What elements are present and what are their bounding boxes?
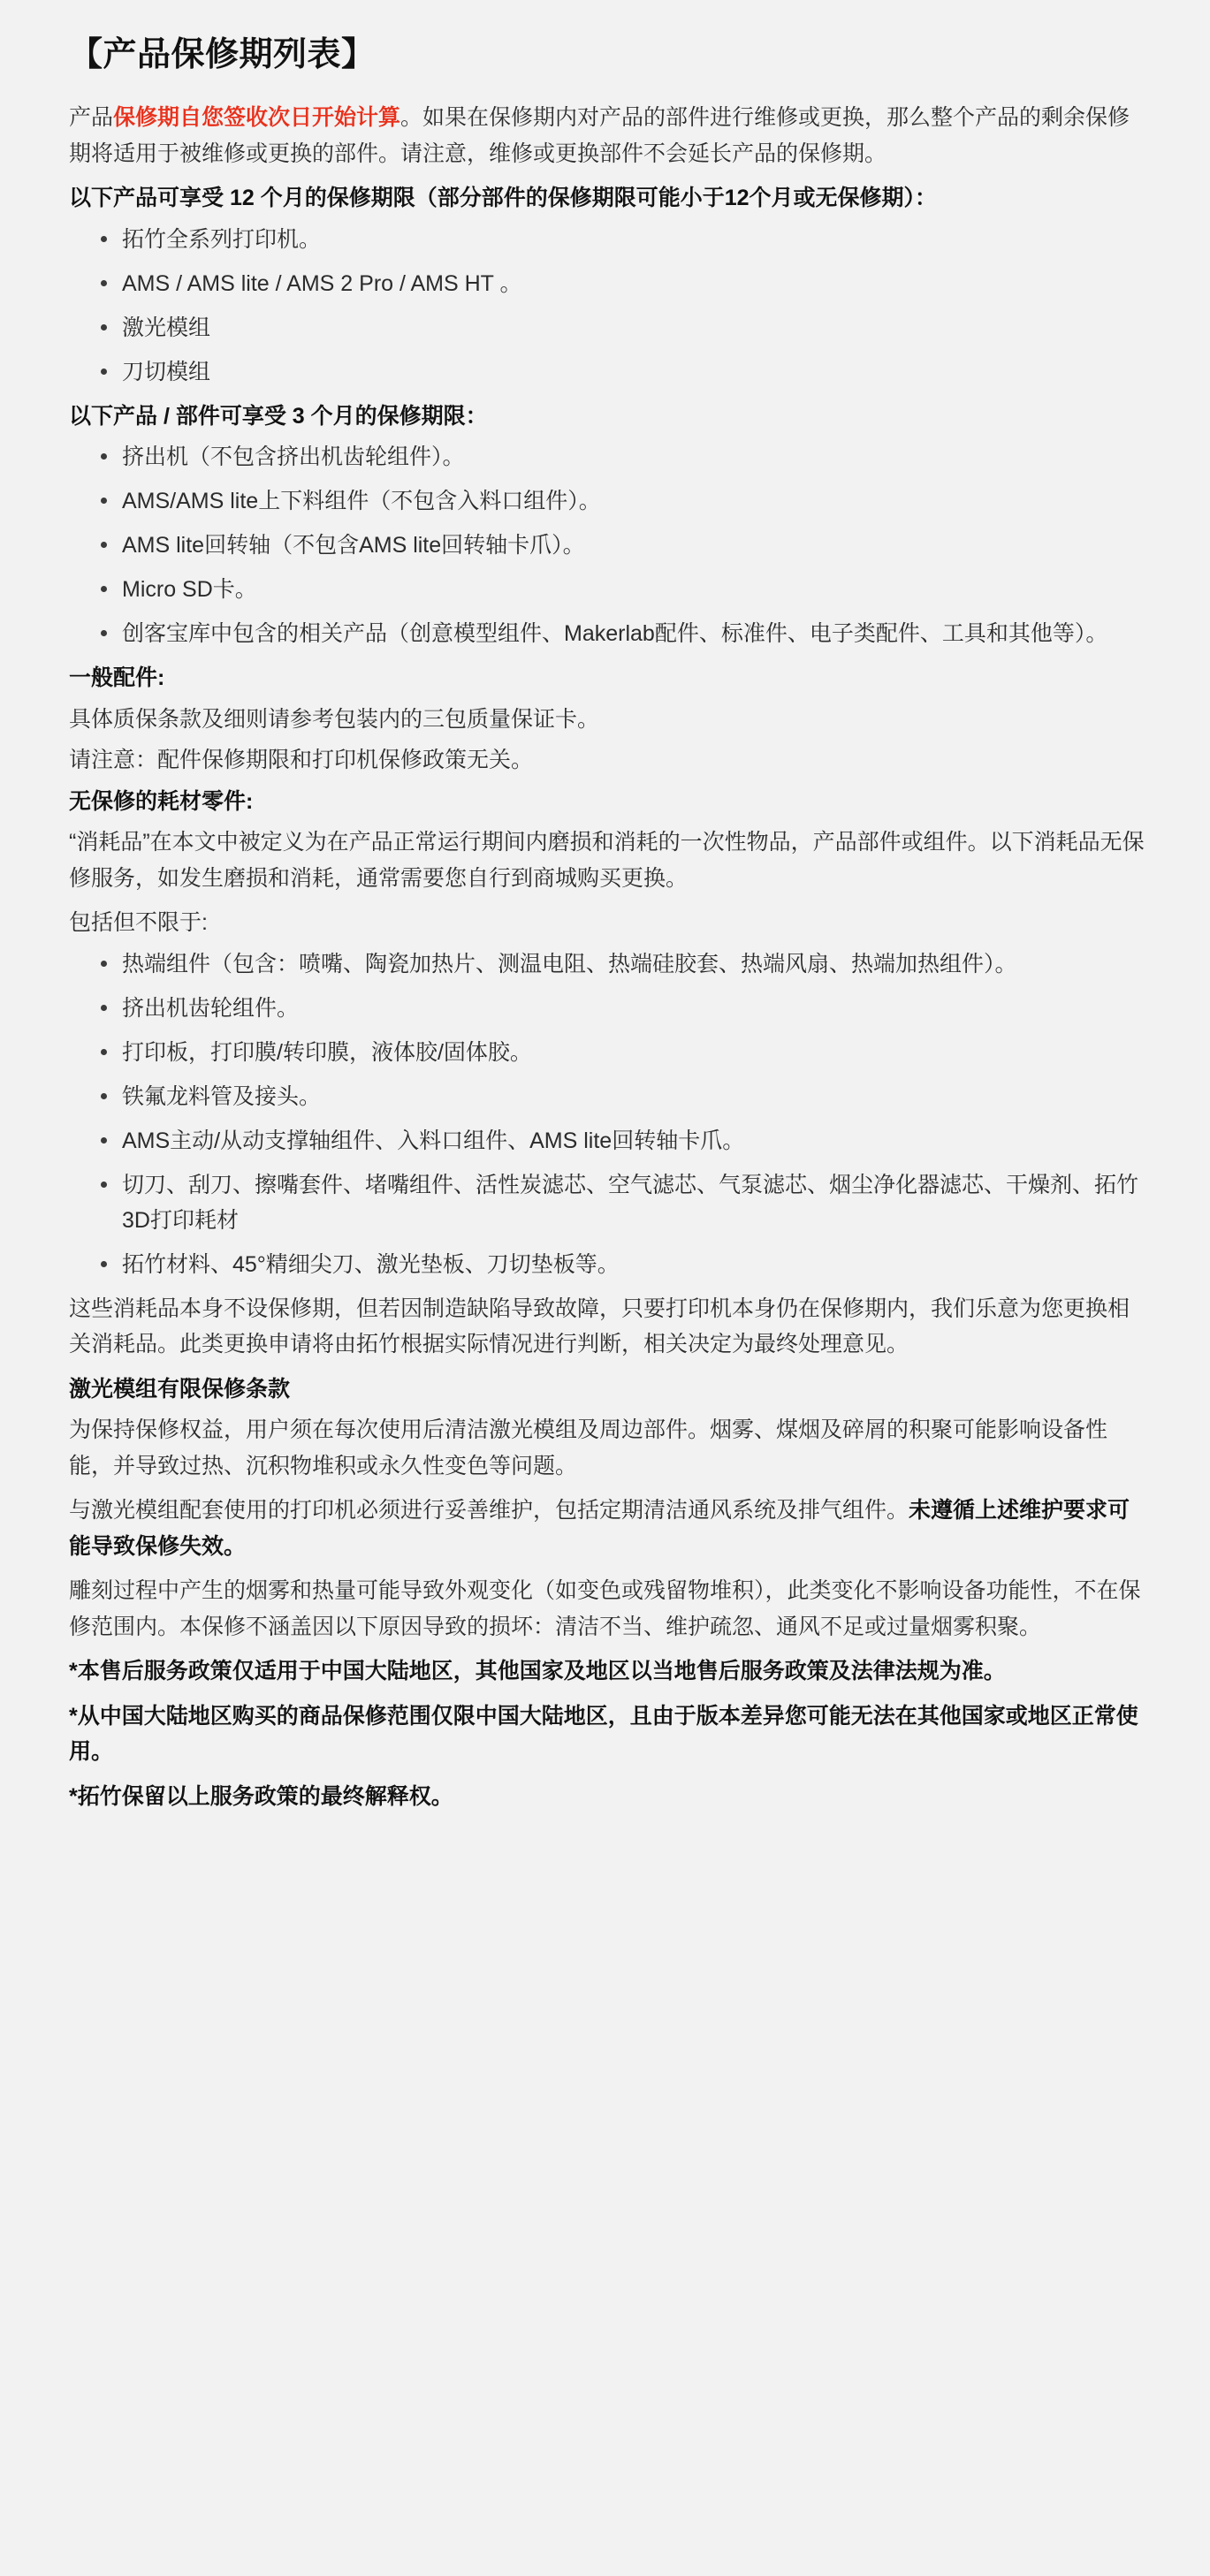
section-consumables [69, 784, 1148, 1363]
section-heading: 激光模组有限保修条款 [69, 1376, 291, 1402]
list-item-text: 热端组件（包含：喷嘴、陶瓷加热片、测温电阻、热端硅胶套、热端风扇、热端加热组件）。 [122, 951, 1017, 976]
section-heading: 以下产品可享受 12 个月的保修期限（部分部件的保修期限可能小于12个月或无保修期）： [69, 186, 938, 211]
section-laser-warranty [69, 1372, 1148, 1645]
list-item-text: 拓竹材料、45°精细尖刀、激光垫板、刀切垫板等。 [122, 1251, 620, 1277]
section-list [69, 222, 1148, 390]
list-item-text: 挤出机（不包含挤出机齿轮组件）。 [122, 445, 465, 470]
list-item [95, 222, 1148, 257]
list-item-text: 切刀、刮刀、擦嘴套件、堵嘴组件、活性炭滤芯、空气滤芯、气泵滤芯、烟尘净化器滤芯、干燥剂、拓竹3D打印耗材 [122, 1172, 1139, 1233]
list-item [95, 266, 1148, 301]
section-3-month [69, 399, 1148, 652]
list-item-text: 打印板，打印膜/转印膜，液体胶/固体胶。 [122, 1039, 532, 1065]
intro-prefix: 产品 [69, 105, 114, 131]
page-title: 【产品保修期列表】 [69, 36, 376, 73]
list-item-text: Micro SD卡。 [122, 577, 257, 603]
list-item [95, 1035, 1148, 1070]
section-heading: 以下产品 / 部件可享受 3 个月的保修期限： [69, 403, 488, 429]
section-general-accessories [69, 660, 1148, 779]
section-heading: 一般配件: [69, 665, 165, 691]
section-12-month [69, 180, 1148, 390]
list-item [95, 439, 1148, 475]
list-item-text: AMS/AMS lite上下料组件（不包含入料口组件）。 [122, 489, 601, 514]
note-2: *从中国大陆地区购买的商品保修范围仅限中国大陆地区，且由于版本差异您可能无法在其他国家或地区正常使用。 [69, 1703, 1138, 1765]
list-item [95, 572, 1148, 607]
list-item-text: AMS / AMS lite / AMS 2 Pro / AMS HT 。 [122, 270, 522, 296]
list-item-text: AMS lite回转轴（不包含AMS lite回转轴卡爪）。 [122, 533, 585, 559]
list-item [95, 1247, 1148, 1282]
section-list [69, 439, 1148, 651]
note-3: *拓竹保留以上服务政策的最终解释权。 [69, 1783, 453, 1809]
list-item [95, 483, 1148, 519]
section-notes [69, 1653, 1148, 1814]
intro-suffix: 。如果在保修期内对产品的部件进行维修或更换，那么整个产品的剩余保修期将适用于被维修或更换的部件。请注意，维修或更换部件不会延长产品的保修期。 [69, 105, 1130, 166]
intro-highlight: 保修期自您签收次日开始计算 [113, 105, 401, 131]
list-item [95, 354, 1148, 390]
list-item [95, 1123, 1148, 1159]
list-item-text: 拓竹全系列打印机。 [122, 226, 322, 252]
consumables-list [69, 946, 1148, 1282]
note-1: *本售后服务政策仅适用于中国大陆地区，其他国家及地区以当地售后服务政策及法律法规为准。 [69, 1659, 1006, 1684]
laser-paragraph-1: 为保持保修权益，用户须在每次使用后清洁激光模组及周边部件。烟雾、煤烟及碎屑的积聚可能影响设备性能，并导致过热、沉积物堆积或永久性变色等问题。 [69, 1417, 1108, 1478]
list-item-text: AMS主动/从动支撑轴组件、入料口组件、AMS lite回转轴卡爪。 [122, 1128, 745, 1153]
laser-paragraph-2 [69, 1493, 1148, 1564]
list-item [95, 310, 1148, 346]
accessories-paragraph-2: 请注意：配件保修期限和打印机保修政策无关。 [69, 748, 534, 773]
consumables-outro: 这些消耗品本身不设保修期，但若因制造缺陷导致故障，只要打印机本身仍在保修期内，我们乐意为您更换相关消耗品。此类更换申请将由拓竹根据实际情况进行判断，相关决定为最终处理意见。 [69, 1296, 1130, 1357]
consumables-list-intro: 包括但不限于: [69, 910, 208, 936]
list-item [95, 991, 1148, 1026]
section-heading: 无保修的耗材零件: [69, 788, 254, 814]
list-item [95, 946, 1148, 982]
list-item [95, 1079, 1148, 1114]
laser-p2-bold: 未遵循上述维护要求可能导致保修失效。 [69, 1498, 1130, 1559]
laser-p2-normal: 与激光模组配套使用的打印机必须进行妥善维护，包括定期清洁通风系统及排气组件。 [69, 1498, 909, 1524]
list-item-text: 铁氟龙料管及接头。 [122, 1083, 322, 1109]
list-item-text: 创客宝库中包含的相关产品（创意模型组件、Makerlab配件、标准件、电子类配件、工具和其他等）。 [122, 621, 1108, 647]
intro-paragraph [69, 100, 1148, 171]
list-item-text: 激光模组 [122, 315, 211, 340]
consumables-intro: “消耗品”在本文中被定义为在产品正常运行期间内磨损和消耗的一次性物品，产品部件或组件。以下消耗品无保修服务，如发生磨损和消耗，通常需要您自行到商城购买更换。 [69, 830, 1145, 891]
list-item [95, 528, 1148, 563]
list-item [95, 616, 1148, 651]
accessories-paragraph-1: 具体质保条款及细则请参考包装内的三包质量保证卡。 [69, 706, 600, 732]
laser-paragraph-3: 雕刻过程中产生的烟雾和热量可能导致外观变化（如变色或残留物堆积），此类变化不影响设备功能性，不在保修范围内。本保修不涵盖因以下原因导致的损坏：清洁不当、维护疏忽、通风不足或过量烟雾积聚。 [69, 1578, 1141, 1639]
list-item [95, 1167, 1148, 1238]
list-item-text: 刀切模组 [122, 359, 211, 384]
list-item-text: 挤出机齿轮组件。 [122, 995, 300, 1021]
